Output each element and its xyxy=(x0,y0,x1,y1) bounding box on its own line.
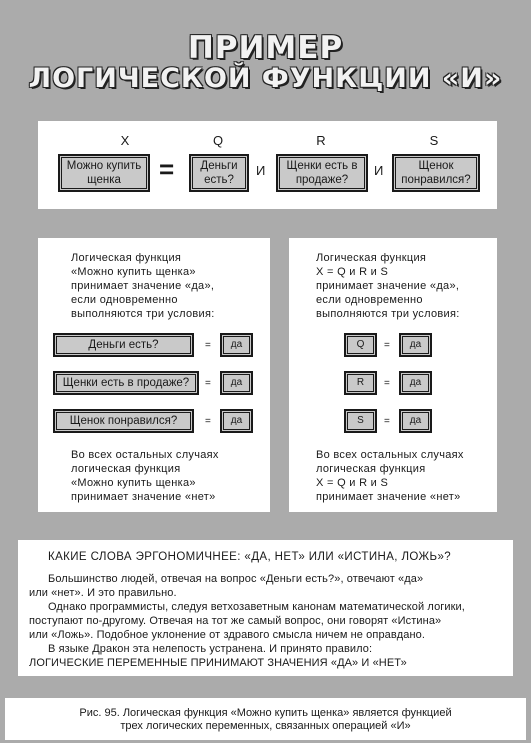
text-line-3: Однако программисты, следуя ветхозаветным канонам математической логики, xyxy=(48,601,465,613)
text-line-6: В языке Дракон эта нелепость устранена. И принято правило: xyxy=(48,643,373,655)
and-operator-1: И xyxy=(256,163,266,178)
box-can-buy-puppy: Можно купить щенка xyxy=(58,154,150,192)
right-cond-q: Q xyxy=(344,333,377,357)
left-intro-5: выполняются три условия: xyxy=(71,308,215,320)
right-intro-1: Логическая функция xyxy=(316,252,427,264)
equals-sign: = xyxy=(159,154,175,184)
right-eq-3: = xyxy=(384,416,390,427)
caption-line-2: трех логических переменных, связанных операцией «И» xyxy=(120,720,411,732)
left-cond-sale: Щенки есть в продаже? xyxy=(53,371,199,395)
text-line-1: Большинство людей, отвечая на вопрос «Деньги есть?», отвечают «да» xyxy=(48,573,424,585)
box-puppy-liked: Щенок понравился? xyxy=(392,154,480,192)
var-x: X xyxy=(120,133,130,148)
left-cond-liked: Щенок понравился? xyxy=(53,409,194,433)
left-outro-2: логическая функция xyxy=(71,463,181,475)
right-outro-1: Во всех остальных случаях xyxy=(316,449,464,461)
right-outro-4: принимает значение «нет» xyxy=(316,491,461,503)
var-r: R xyxy=(316,133,326,148)
left-intro-1: Логическая функция xyxy=(71,252,182,264)
left-outro-3: «Можно купить щенка» xyxy=(71,477,196,489)
left-cond-money: Деньги есть? xyxy=(53,333,194,357)
right-intro-3: принимает значение «да», xyxy=(316,280,460,292)
text-line-4: поступают по-другому. Отвечая на тот же самый вопрос, они говорят «Истина» xyxy=(29,615,442,627)
text-line-2: или «нет». И это правильно. xyxy=(29,587,177,599)
right-cond-r: R xyxy=(344,371,377,395)
left-value-2: да xyxy=(220,371,253,395)
left-intro-4: если одновременно xyxy=(71,294,178,306)
right-intro-5: выполняются три условия: xyxy=(316,308,460,320)
left-intro-2: «Можно купить щенка» xyxy=(71,266,196,278)
left-value-1: да xyxy=(220,333,253,357)
left-panel xyxy=(38,238,270,512)
right-value-1: да xyxy=(399,333,432,357)
caption-panel xyxy=(5,698,526,740)
text-line-5: или «Ложь». Подобное уклонение от здравого смысла ничем не оправдано. xyxy=(29,629,425,641)
right-cond-s: S xyxy=(344,409,377,433)
right-value-3: да xyxy=(399,409,432,433)
left-eq-2: = xyxy=(205,378,211,389)
left-eq-3: = xyxy=(205,416,211,427)
right-panel xyxy=(289,238,497,512)
var-s: S xyxy=(429,133,439,148)
var-q: Q xyxy=(212,133,224,148)
box-puppies-for-sale: Щенки есть в продаже? xyxy=(276,154,368,192)
title-line-1: ПРИМЕР xyxy=(187,30,344,66)
right-outro-2: логическая функция xyxy=(316,463,426,475)
title-line-2: ЛОГИЧЕСКОЙ ФУНКЦИИ «И» xyxy=(28,63,503,94)
left-value-3: да xyxy=(220,409,253,433)
right-value-2: да xyxy=(399,371,432,395)
formula-panel xyxy=(38,121,497,209)
text-line-7: ЛОГИЧЕСКИЕ ПЕРЕМЕННЫЕ ПРИНИМАЮТ ЗНАЧЕНИЯ «ДА» И «НЕТ» xyxy=(29,657,407,669)
text-heading: КАКИЕ СЛОВА ЭРГОНОМИЧНЕЕ: «ДА, НЕТ» ИЛИ «ИСТИНА, ЛОЖЬ»? xyxy=(48,551,452,563)
left-intro-3: принимает значение «да», xyxy=(71,280,215,292)
right-intro-2: X = Q и R и S xyxy=(316,266,389,278)
box-money: Деньги есть? xyxy=(189,154,249,192)
caption-line-1: Рис. 95. Логическая функция «Можно купить щенка» является функцией xyxy=(79,707,452,719)
left-outro-4: принимает значение «нет» xyxy=(71,491,216,503)
and-operator-2: И xyxy=(374,163,384,178)
right-eq-1: = xyxy=(384,340,390,351)
right-outro-3: X = Q и R и S xyxy=(316,477,389,489)
left-eq-1: = xyxy=(205,340,211,351)
right-intro-4: если одновременно xyxy=(316,294,423,306)
left-outro-1: Во всех остальных случаях xyxy=(71,449,219,461)
right-eq-2: = xyxy=(384,378,390,389)
text-panel xyxy=(18,540,513,676)
